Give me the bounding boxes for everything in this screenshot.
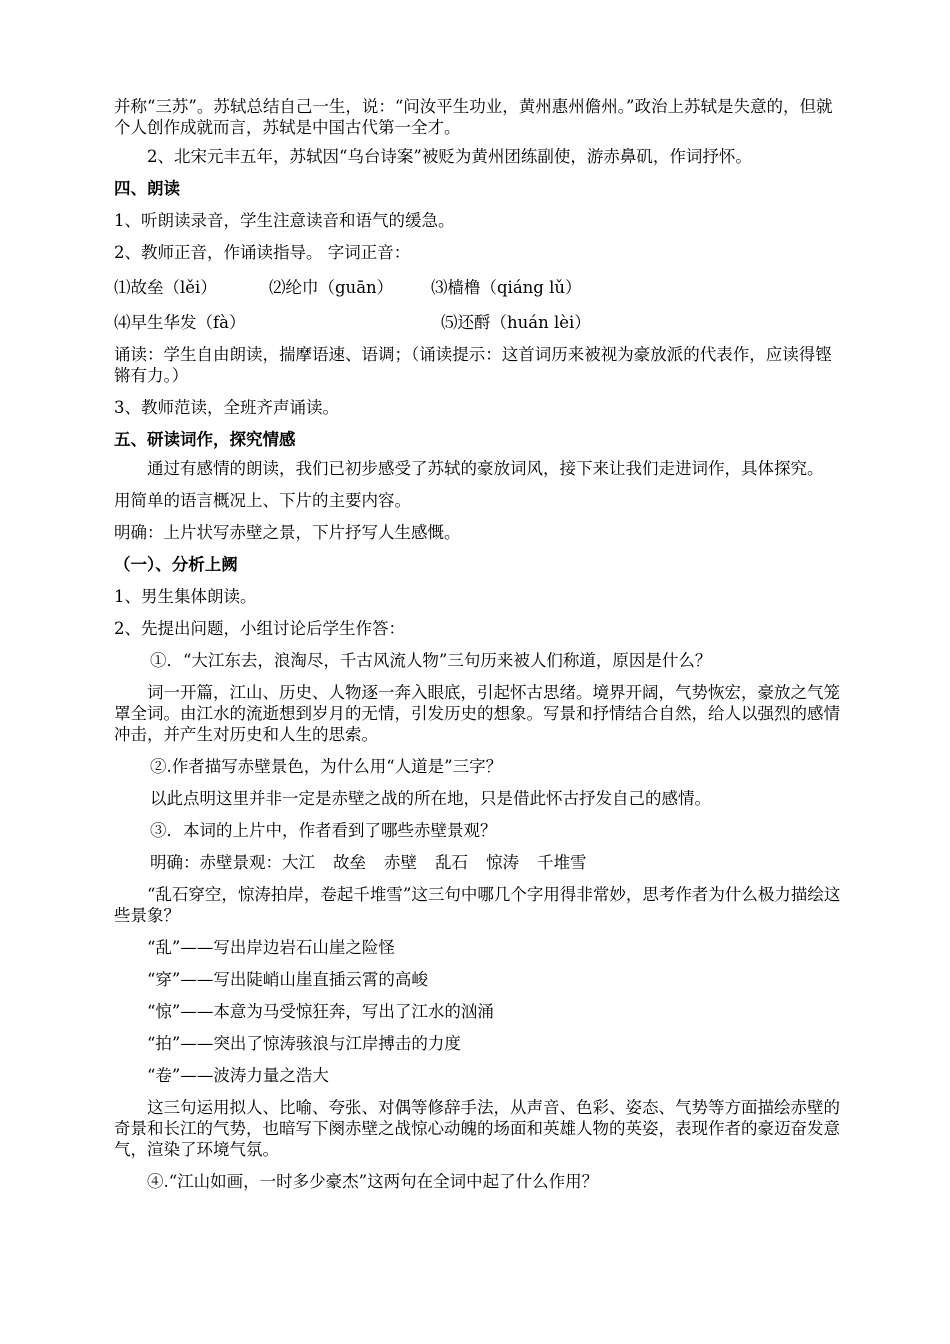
question-4: ④.“江山如画，一时多少豪杰”这两句在全词中起了什么作用？ [147,1172,599,1191]
study-task: 用简单的语言概况上、下片的主要内容。 [114,491,411,510]
scenery-item: 赤壁 [384,853,417,872]
study-step-2: 2、先提出问题，小组讨论后学生作答： [114,619,405,638]
scenery-item: 惊涛 [486,853,519,872]
section-heading-study: 五、研读词作，探究情感 [114,430,296,449]
pronunciation-row-1 [114,274,844,298]
scenery-item: 乱石 [435,853,468,872]
pronunciation-item: ⑵纶巾（guān） [269,278,394,297]
question-1: ①．“大江东去，浪淘尽，千古风流人物”三句历来被人们称道，原因是什么？ [150,651,712,670]
word-analysis-item: “惊”——本意为马受惊狂奔，写出了江水的汹涌 [147,1002,494,1021]
pronunciation-item: ⑴故垒（lěi） [114,278,217,297]
background-paragraph: 2、北宋元丰五年，苏轼因“乌台诗案”被贬为黄州团练副使，游赤鼻矶，作词抒怀。 [147,147,752,166]
pronunciation-row-2 [114,309,844,333]
intro-paragraph: 并称“三苏”。苏轼总结自己一生，说：“问汝平生功业，黄州惠州儋州。”政治上苏轼是失意的，但就个人创作成就而言，苏轼是中国古代第一全才。 [114,97,833,137]
document-body [114,96,844,1192]
reading-step-3: 3、教师范读，全班齐声诵读。 [114,398,339,417]
scenery-item: 千堆雪 [537,853,587,872]
study-intro: 通过有感情的朗读，我们已初步感受了苏轼的豪放词风，接下来让我们走进词作，具体探究。 [147,459,824,478]
study-answer: 明确：上片状写赤壁之景，下片抒写人生感慨。 [114,523,461,542]
question-3: ③．本词的上片中，作者看到了哪些赤壁景观？ [150,821,497,840]
answer-2: 以此点明这里并非一定是赤壁之战的所在地，只是借此怀古抒发自己的感情。 [150,789,711,808]
sub-heading-upper-stanza: （一）、分析上阙 [114,555,238,574]
pronunciation-item: ⑷早生华发（fà） [114,313,246,332]
reading-step-2: 2、教师正音，作诵读指导。 字词正音： [114,243,411,262]
word-analysis-item: “卷”——波涛力量之浩大 [147,1066,329,1085]
section-heading-reading: 四、朗读 [114,179,180,198]
reading-step-1: 1、听朗读录音，学生注意读音和语气的缓急。 [114,211,455,230]
study-step-1: 1、男生集体朗读。 [114,587,257,606]
pronunciation-item: ⑸还酹（huán lèi） [441,313,591,332]
word-analysis-item: “拍”——突出了惊涛骇浪与江岸搏击的力度 [147,1034,461,1053]
scenery-item: 故垒 [333,853,366,872]
recitation-guide: 诵读：学生自由朗读，揣摩语速、语调；（诵读提示：这首词历来被视为豪放派的代表作，应读得铿锵有力。） [114,345,832,385]
word-analysis-item: “穿”——写出陡峭山崖直插云霄的高峻 [147,970,428,989]
rhetoric-summary: 这三句运用拟人、比喻、夸张、对偶等修辞手法，从声音、色彩、姿态、气势等方面描绘赤壁的奇景和长江的气势，也暗写下阕赤壁之战惊心动魄的场面和英雄人物的英姿，表现作者的豪迈奋发意气，渲染了环境气氛。 [114,1098,840,1159]
pronunciation-item: ⑶樯橹（qiáng lǔ） [431,278,582,297]
answer-3-label: 明确：赤壁景观： [150,853,282,872]
answer-1: 词一开篇，江山、历史、人物逐一奔入眼底，引起怀古思绪。境界开阔，气势恢宏，豪放之气笼罩全词。由江水的流逝想到岁月的无情，引发历史的想象。写景和抒情结合自然，给人以强烈的感情冲击，并产生对历史和人生的思索。 [114,683,840,744]
scenery-item: 大江 [282,853,315,872]
question-3b: “乱石穿空，惊涛拍岸，卷起千堆雪”这三句中哪几个字用得非常妙，思考作者为什么极力描绘这些景象？ [114,885,841,925]
word-analysis-item: “乱”——写出岸边岩石山崖之险怪 [147,938,395,957]
question-2: ②.作者描写赤壁景色，为什么用“人道是”三字？ [150,757,503,776]
answer-3 [114,852,844,873]
